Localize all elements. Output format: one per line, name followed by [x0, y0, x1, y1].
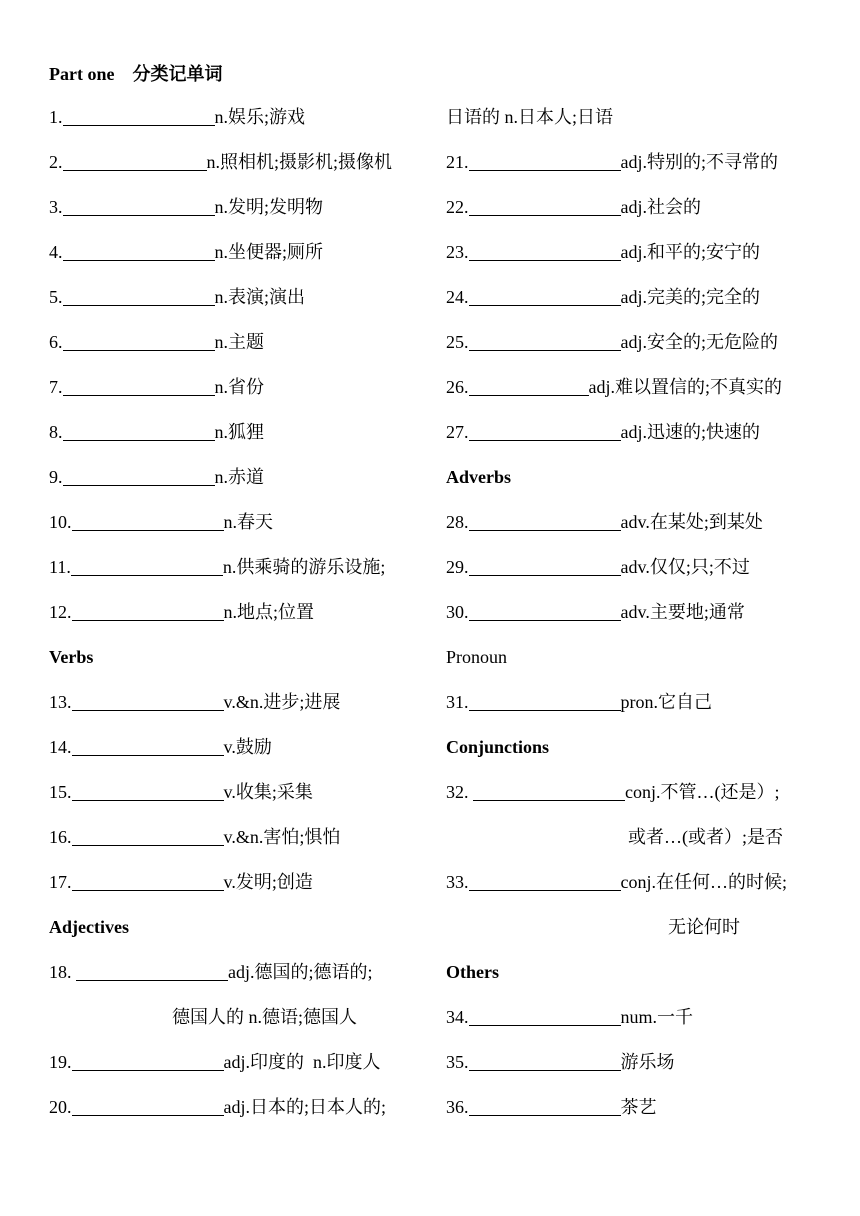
- answer-blank[interactable]: [469, 197, 621, 216]
- vocab-item: [446, 1049, 836, 1094]
- vocab-item: [446, 149, 836, 194]
- answer-blank[interactable]: [469, 602, 621, 621]
- item-number: 4.: [49, 242, 63, 262]
- item-definition: adv.在某处;到某处: [620, 512, 763, 532]
- answer-blank[interactable]: [469, 287, 621, 306]
- vocab-item: [49, 374, 429, 419]
- answer-blank[interactable]: [469, 557, 621, 576]
- item-definition: adv.主要地;通常: [620, 602, 745, 622]
- vocab-item: [446, 1004, 836, 1049]
- item-number: 9.: [49, 467, 63, 487]
- item-definition: v.&n.进步;进展: [223, 692, 341, 712]
- answer-blank[interactable]: [469, 1052, 621, 1071]
- page-title: [49, 60, 222, 86]
- definition-text: 德国人的 n.德语;德国人: [172, 1007, 358, 1027]
- item-definition: v.发明;创造: [223, 872, 313, 892]
- answer-blank[interactable]: [72, 782, 224, 801]
- vocab-item: [446, 554, 836, 599]
- answer-blank[interactable]: [71, 557, 223, 576]
- definition-continuation: [446, 104, 836, 149]
- item-number: 21.: [446, 152, 469, 172]
- answer-blank[interactable]: [72, 1052, 224, 1071]
- definition-text: 无论何时: [668, 917, 740, 937]
- item-number: 15.: [49, 782, 72, 802]
- item-number: 28.: [446, 512, 469, 532]
- answer-blank[interactable]: [469, 512, 621, 531]
- definition-continuation: [446, 824, 836, 869]
- vocab-item: [49, 464, 429, 509]
- item-number: 14.: [49, 737, 72, 757]
- answer-blank[interactable]: [63, 467, 215, 486]
- answer-blank[interactable]: [72, 692, 224, 711]
- item-number: 7.: [49, 377, 63, 397]
- vocab-item: [446, 284, 836, 329]
- item-definition: n.省份: [214, 377, 264, 397]
- item-number: 23.: [446, 242, 469, 262]
- item-definition: adv.仅仅;只;不过: [620, 557, 750, 577]
- item-number: 12.: [49, 602, 72, 622]
- item-number: 31.: [446, 692, 469, 712]
- definition-continuation: [49, 1004, 429, 1049]
- item-definition: v.收集;采集: [223, 782, 313, 802]
- vocab-item: [49, 1049, 429, 1094]
- item-number: 27.: [446, 422, 469, 442]
- item-definition: n.主题: [214, 332, 264, 352]
- vocab-item: [446, 329, 836, 374]
- vocab-item: [49, 329, 429, 374]
- item-definition: v.&n.害怕;惧怕: [223, 827, 341, 847]
- left-column: [49, 104, 429, 1139]
- answer-blank[interactable]: [72, 827, 224, 846]
- answer-blank[interactable]: [469, 242, 621, 261]
- section-heading: Adjectives: [49, 917, 129, 937]
- vocab-item: [49, 959, 429, 1004]
- answer-blank[interactable]: [469, 152, 621, 171]
- item-number: 11.: [49, 557, 71, 577]
- part-label: Part one: [49, 64, 115, 84]
- answer-blank[interactable]: [63, 332, 215, 351]
- item-number: 36.: [446, 1097, 469, 1117]
- item-definition: n.发明;发明物: [214, 197, 324, 217]
- definition-continuation: [446, 914, 836, 959]
- item-definition: adj.和平的;安宁的: [620, 242, 760, 262]
- item-number: 18.: [49, 962, 76, 982]
- item-number: 20.: [49, 1097, 72, 1117]
- vocab-item: [49, 734, 429, 779]
- answer-blank[interactable]: [469, 1097, 621, 1116]
- item-definition: adj.社会的: [620, 197, 701, 217]
- answer-blank[interactable]: [72, 1097, 224, 1116]
- vocab-item: [446, 1094, 836, 1139]
- item-number: 3.: [49, 197, 63, 217]
- answer-blank[interactable]: [469, 422, 621, 441]
- item-definition: n.照相机;摄影机;摄像机: [206, 152, 393, 172]
- section-heading: Pronoun: [446, 647, 508, 667]
- answer-blank[interactable]: [469, 332, 621, 351]
- item-definition: pron.它自己: [620, 692, 712, 712]
- vocab-item: [446, 509, 836, 554]
- item-definition: v.鼓励: [223, 737, 272, 757]
- section-heading: Others: [446, 962, 499, 982]
- answer-blank[interactable]: [469, 872, 621, 891]
- vocab-item: [446, 239, 836, 284]
- answer-blank[interactable]: [63, 197, 215, 216]
- vocab-item: [49, 104, 429, 149]
- item-definition: n.表演;演出: [214, 287, 306, 307]
- item-number: 16.: [49, 827, 72, 847]
- item-number: 34.: [446, 1007, 469, 1027]
- answer-blank[interactable]: [76, 962, 228, 981]
- item-number: 30.: [446, 602, 469, 622]
- vocab-item: [49, 284, 429, 329]
- section-heading: Conjunctions: [446, 737, 550, 757]
- part-topic: 分类记单词: [132, 64, 223, 84]
- item-number: 33.: [446, 872, 469, 892]
- item-definition: n.坐便器;厕所: [214, 242, 324, 262]
- vocab-item: [446, 689, 836, 734]
- item-definition: 茶艺: [620, 1097, 657, 1117]
- item-definition: n.狐狸: [214, 422, 264, 442]
- answer-blank[interactable]: [63, 242, 215, 261]
- item-definition: adj.安全的;无危险的: [620, 332, 778, 352]
- answer-blank[interactable]: [469, 377, 589, 396]
- item-number: 26.: [446, 377, 469, 397]
- item-definition: adj.特别的;不寻常的: [620, 152, 778, 172]
- answer-blank[interactable]: [473, 782, 625, 801]
- item-number: 29.: [446, 557, 469, 577]
- item-definition: n.娱乐;游戏: [214, 107, 306, 127]
- vocab-item: [49, 194, 429, 239]
- answer-blank[interactable]: [72, 737, 224, 756]
- vocab-item: [446, 599, 836, 644]
- item-number: 22.: [446, 197, 469, 217]
- vocab-item: [49, 509, 429, 554]
- vocab-item: [49, 869, 429, 914]
- item-definition: adj.迅速的;快速的: [620, 422, 760, 442]
- answer-blank[interactable]: [63, 152, 207, 171]
- vocab-item: [49, 554, 429, 599]
- definition-text: 日语的 n.日本人;日语: [446, 107, 614, 127]
- section-heading: Verbs: [49, 647, 94, 667]
- item-number: 1.: [49, 107, 63, 127]
- item-definition: conj.在任何…的时候;: [620, 872, 787, 892]
- answer-blank[interactable]: [469, 692, 621, 711]
- item-definition: num.一千: [620, 1007, 694, 1027]
- item-number: 17.: [49, 872, 72, 892]
- item-number: 10.: [49, 512, 72, 532]
- answer-blank[interactable]: [72, 602, 224, 621]
- answer-blank[interactable]: [72, 512, 224, 531]
- vocab-item: [49, 599, 429, 644]
- vocab-item: [49, 824, 429, 869]
- answer-blank[interactable]: [72, 872, 224, 891]
- vocab-item: [49, 239, 429, 284]
- answer-blank[interactable]: [63, 287, 215, 306]
- answer-blank[interactable]: [63, 107, 215, 126]
- section-heading: Adverbs: [446, 467, 512, 487]
- vocab-item: [446, 419, 836, 464]
- item-definition: n.赤道: [214, 467, 264, 487]
- vocab-item: [49, 149, 429, 194]
- answer-blank[interactable]: [63, 422, 215, 441]
- vocab-item: [49, 779, 429, 824]
- item-definition: adj.印度的 n.印度人: [223, 1052, 381, 1072]
- item-number: 32.: [446, 782, 473, 802]
- vocab-item: [49, 689, 429, 734]
- item-number: 24.: [446, 287, 469, 307]
- item-definition: adj.完美的;完全的: [620, 287, 760, 307]
- item-definition: n.供乘骑的游乐设施;: [222, 557, 386, 577]
- vocab-item: [446, 374, 836, 419]
- item-number: 35.: [446, 1052, 469, 1072]
- item-number: 13.: [49, 692, 72, 712]
- vocab-item: [446, 194, 836, 239]
- item-definition: adj.日本的;日本人的;: [223, 1097, 386, 1117]
- item-number: 6.: [49, 332, 63, 352]
- answer-blank[interactable]: [63, 377, 215, 396]
- vocab-item: [49, 419, 429, 464]
- right-column: [446, 104, 836, 1139]
- item-number: 25.: [446, 332, 469, 352]
- item-definition: adj.德国的;德语的;: [228, 962, 373, 982]
- vocab-item: [446, 779, 836, 824]
- item-number: 5.: [49, 287, 63, 307]
- vocab-item: [446, 869, 836, 914]
- item-number: 2.: [49, 152, 63, 172]
- item-definition: adj.难以置信的;不真实的: [588, 377, 782, 397]
- item-number: 19.: [49, 1052, 72, 1072]
- vocab-item: [49, 1094, 429, 1139]
- answer-blank[interactable]: [469, 1007, 621, 1026]
- item-number: 8.: [49, 422, 63, 442]
- item-definition: 游乐场: [620, 1052, 675, 1072]
- definition-text: 或者…(或者）;是否: [628, 827, 783, 847]
- item-definition: n.地点;位置: [223, 602, 315, 622]
- item-definition: conj.不管…(还是）;: [625, 782, 780, 802]
- item-definition: n.春天: [223, 512, 273, 532]
